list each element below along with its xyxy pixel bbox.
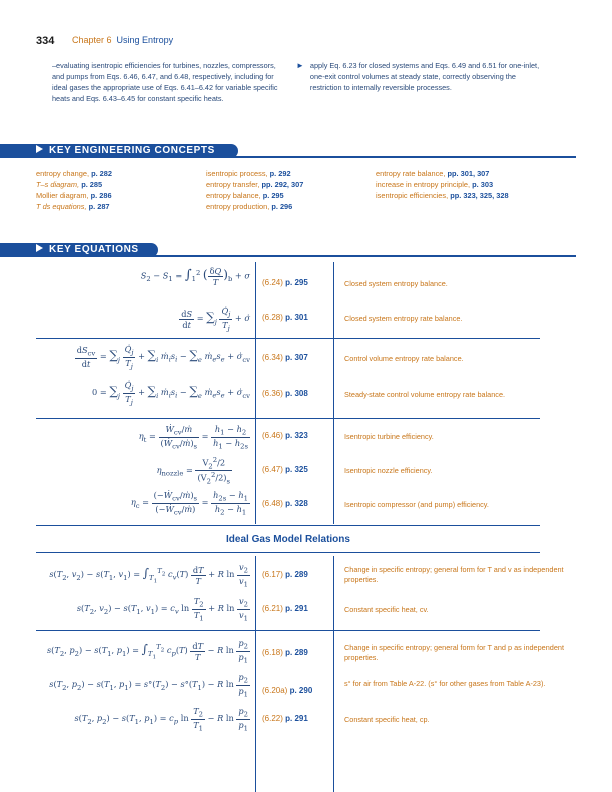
equation-description: Constant specific heat, cp. <box>344 715 430 724</box>
chapter-label: Chapter 6 <box>72 35 112 45</box>
ideal-gas-rule <box>36 552 540 553</box>
equation-6-46: $\eta_t$ = $\frac{Ẇ_{cv}/ṁ}{(Ẇ_{cv}/ṁ)_s}$ = $\frac{h_1 - h_2}{h_1 - h_{2s}}$ <box>138 424 248 451</box>
equation-description: Closed system entropy rate balance. <box>344 314 463 323</box>
concept-item: entropy production, p. 296 <box>206 202 293 211</box>
equation-6-21: $s(T_2$, $v_2) - s(T_1$, $v_1) = c_v$ ln $\frac{T_2}{T_1}$ + R ln $\frac{v_2}{v_1}$ <box>76 596 248 623</box>
concept-item: entropy change, p. 282 <box>36 169 113 178</box>
equation-ref: (6.47) p. 325 <box>262 465 308 474</box>
group-separator <box>36 630 540 631</box>
equation-ref: (6.20a) p. 290 <box>262 686 313 695</box>
ideal-gas-title: Ideal Gas Model Relations <box>226 534 350 545</box>
column-divider <box>255 556 256 792</box>
equation-description: Steady-state control volume entropy rate balance. <box>344 390 506 399</box>
equation-6-28: $\frac{dS}{dt}$ = $\sum_j$ $\frac{Q̇_j}{T_j}$ + σ̇ <box>181 306 250 333</box>
equations-rule <box>0 255 576 257</box>
concept-item: T–s diagram, p. 285 <box>36 180 103 189</box>
equation-ref: (6.36) p. 308 <box>262 389 308 398</box>
column-divider <box>333 262 334 524</box>
banner-triangle-icon <box>36 145 43 153</box>
column-divider <box>255 262 256 524</box>
equation-description: Change in specific entropy; general form for T and p as independent properties. <box>344 643 564 662</box>
group-separator <box>36 418 540 419</box>
concepts-column-1 <box>36 168 206 212</box>
equation-6-20a: $s(T_2$, $p_2) - s(T_1$, $p_1) = s^\circ(T_2) - s^\circ(T_1) - R$ ln $\frac{p_2}{p_1}$ <box>49 672 248 699</box>
equation-ref: (6.18) p. 289 <box>262 648 308 657</box>
equation-6-18: $s(T_2$, $p_2) - s(T_1$, $p_1) = \int_{T_1}^{T_2}$ $c_p(T)$ $\frac{dT}{T}$ − R ln $\frac{p_2}{p_1}$ <box>46 638 248 665</box>
equation-6-36: $0 = \sum_j$ $\frac{Q̇_j}{T_j}$ + $\sum_i$ $ṁ_is_i - \sum_e$ $ṁ_es_e$ + $\sigmȧ_{cv}$ <box>92 380 250 407</box>
concepts-column-3 <box>376 168 576 201</box>
chapter-title: Using Entropy <box>116 35 174 45</box>
equations-title: KEY EQUATIONS <box>49 244 139 255</box>
equation-6-22: $s(T_2$, $p_2) - s(T_1$, $p_1) = c_p$ ln $\frac{T_2}{T_1}$ − R ln $\frac{p_2}{p_1}$ <box>74 706 248 733</box>
group-separator <box>36 338 540 339</box>
equation-ref: (6.22) p. 291 <box>262 714 308 723</box>
concept-item: T ds equations, p. 287 <box>36 202 110 211</box>
equation-6-24: $S_2 - S_1 = \int_1^2$ ( $\frac{\delta Q}{T}$ )$_b + \sigma$ <box>140 266 250 287</box>
equation-6-17: $s(T_2$, $v_2) - s(T_1$, $v_1) = \int_{T_1}^{T_2}$ $c_v(T)$ $\frac{dT}{T}$ + R ln $\frac{v_2}{v_1}$ <box>49 562 248 589</box>
banner-triangle-icon <box>36 244 43 252</box>
concept-item: isentropic process, p. 292 <box>206 169 291 178</box>
group-separator <box>36 525 540 526</box>
equation-description: Constant specific heat, cv. <box>344 605 429 614</box>
concepts-title: KEY ENGINEERING CONCEPTS <box>49 145 215 156</box>
equation-6-34: $\frac{dS_{cv}}{dt}$ = $\sum_j$ $\frac{Q̇_j}{T_j}$ + $\sum_i$ $ṁ_is_i - \sum_e$ $ṁ_es_e$ + $\sigmȧ_{cv}$ <box>76 344 250 371</box>
concepts-rule <box>0 156 576 158</box>
concepts-column-2 <box>206 168 376 212</box>
equation-6-48: $\eta_c$ = $\frac{(-Ẇ_{cv}/ṁ)_s}{(-Ẇ_{cv}/ṁ)}$ = $\frac{h_{2s} - h_1}{h_2 - h_1}$ <box>130 490 248 517</box>
equation-description: Isentropic nozzle efficiency. <box>344 466 433 475</box>
concept-item: Mollier diagram, p. 286 <box>36 191 112 200</box>
page-number: 334 <box>36 35 55 47</box>
concept-item: entropy rate balance, pp. 301, 307 <box>376 169 490 178</box>
equation-ref: (6.24) p. 295 <box>262 278 308 287</box>
equation-description: Change in specific entropy; general form for T and v as independent properties. <box>344 565 564 584</box>
equation-description: s° for air from Table A-22. (s° for other gases from Table A-23). <box>344 679 546 688</box>
concept-item: entropy balance, p. 295 <box>206 191 284 200</box>
equation-description: Control volume entropy rate balance. <box>344 354 464 363</box>
column-divider <box>333 556 334 792</box>
equation-ref: (6.21) p. 291 <box>262 604 308 613</box>
equation-ref: (6.34) p. 307 <box>262 353 308 362</box>
concept-item: entropy transfer, pp. 292, 307 <box>206 180 304 189</box>
bullet-arrow-icon: ► <box>296 61 304 70</box>
equation-ref: (6.28) p. 301 <box>262 313 308 322</box>
chapter-header <box>72 35 173 45</box>
equation-6-47: $\eta_{nozzle}$ = $\frac{V_2^2/2}{(V_2^2/2)_s}$ <box>156 456 230 486</box>
equation-ref: (6.48) p. 328 <box>262 499 308 508</box>
equation-description: Isentropic turbine efficiency. <box>344 432 434 441</box>
concept-item: isentropic efficiencies, pp. 323, 325, 328 <box>376 191 509 200</box>
equation-ref: (6.17) p. 289 <box>262 570 308 579</box>
concept-item: increase in entropy principle, p. 303 <box>376 180 494 189</box>
intro-right <box>296 60 542 93</box>
equation-description: Isentropic compressor (and pump) efficiency. <box>344 500 489 509</box>
intro-right-text: apply Eq. 6.23 for closed systems and Eqs. 6.49 and 6.51 for one-inlet, one-exit control volumes at steady state, correctly observing the restriction to internally reversible processes. <box>309 61 540 92</box>
equation-description: Closed system entropy balance. <box>344 279 448 288</box>
equation-ref: (6.46) p. 323 <box>262 431 308 440</box>
intro-left-text: –evaluating isentropic efficiencies for turbines, nozzles, compressors, and pumps from Eqs. 6.46, 6.47, and 6.48, respectively, including for ideal gases the appropriate use of Eqs. 6.41–6.42 for variable specific heats and Eqs. 6.43–6.45 for constant specific heats. <box>52 61 278 103</box>
